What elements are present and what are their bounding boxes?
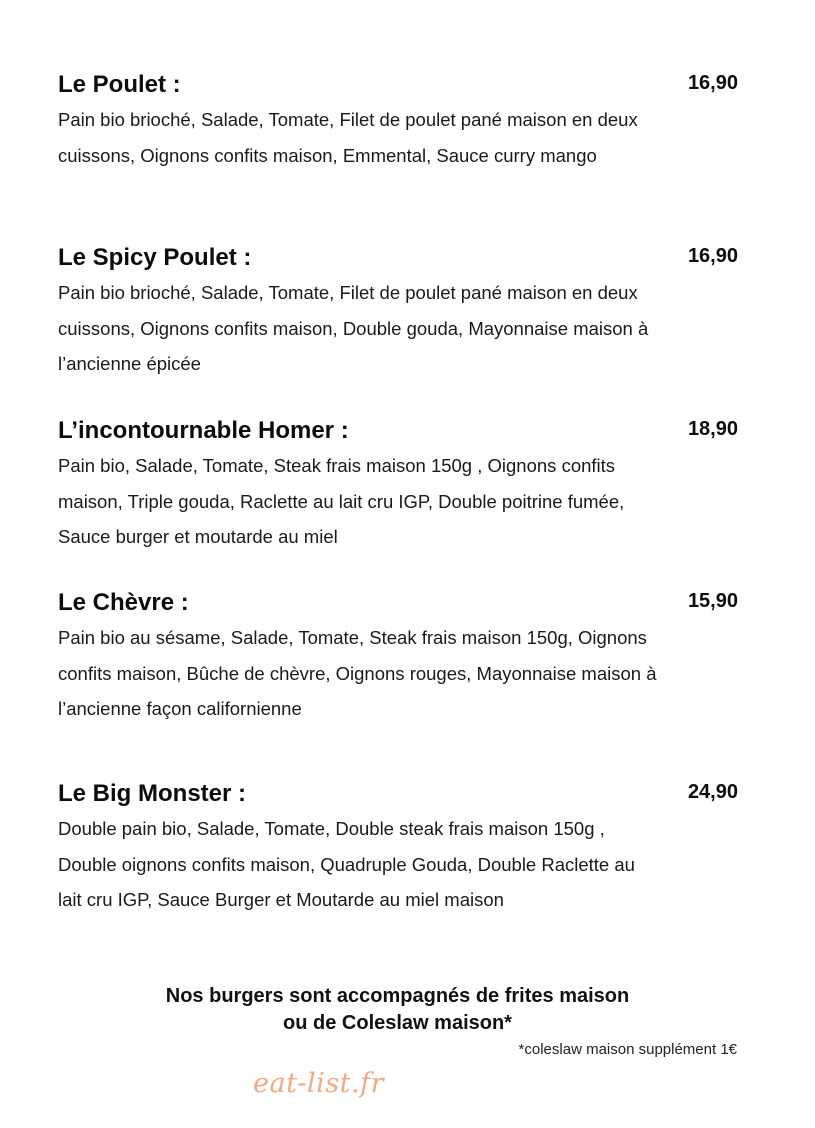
- item-price: 24,90: [687, 781, 738, 803]
- watermark: eat-list.fr: [253, 1068, 385, 1099]
- item-name: L’incontournable Homer :: [58, 417, 349, 444]
- item-description: Pain bio, Salade, Tomate, Steak frais maison 150g , Oignons confits maison, Triple gouda, Raclette au lait cru IGP, Double poitrine fumée, Sauce burger et moutarde au miel: [58, 455, 625, 547]
- item-price: 18,90: [687, 418, 738, 440]
- item-price: 16,90: [687, 72, 738, 94]
- item-name: Le Spicy Poulet :: [58, 244, 252, 271]
- item-description: Double pain bio, Salade, Tomate, Double steak frais maison 150g , Double oignons confits maison, Quadruple Gouda, Double Raclette au lait cru IGP, Sauce Burger et Moutarde au miel maison: [58, 818, 635, 910]
- item-description: Pain bio au sésame, Salade, Tomate, Steak frais maison 150g, Oignons confits maison, Bûche de chèvre, Oignons rouges, Mayonnaise maison à l’ancienne façon californienne: [58, 627, 657, 719]
- menu-item: [58, 70, 738, 173]
- menu-item: [58, 588, 738, 727]
- coleslaw-supplement-note: *coleslaw maison supplément 1€: [518, 1041, 737, 1058]
- footer-note: [0, 983, 795, 1037]
- footer-line-1: Nos burgers sont accompagnés de frites maison: [165, 985, 630, 1007]
- item-name: Le Poulet :: [58, 71, 181, 98]
- item-price: 15,90: [687, 590, 738, 612]
- item-description: Pain bio brioché, Salade, Tomate, Filet de poulet pané maison en deux cuissons, Oignons confits maison, Emmental, Sauce curry mango: [58, 109, 638, 166]
- menu-item: [58, 243, 738, 382]
- item-price: 16,90: [687, 245, 738, 267]
- footer-line-2: ou de Coleslaw maison*: [283, 1012, 512, 1034]
- menu-item: [58, 416, 738, 555]
- menu-item: [58, 779, 738, 918]
- item-name: Le Chèvre :: [58, 589, 189, 616]
- item-description: Pain bio brioché, Salade, Tomate, Filet de poulet pané maison en deux cuissons, Oignons confits maison, Double gouda, Mayonnaise maison à l’ancienne épicée: [58, 282, 649, 374]
- item-name: Le Big Monster :: [58, 780, 247, 807]
